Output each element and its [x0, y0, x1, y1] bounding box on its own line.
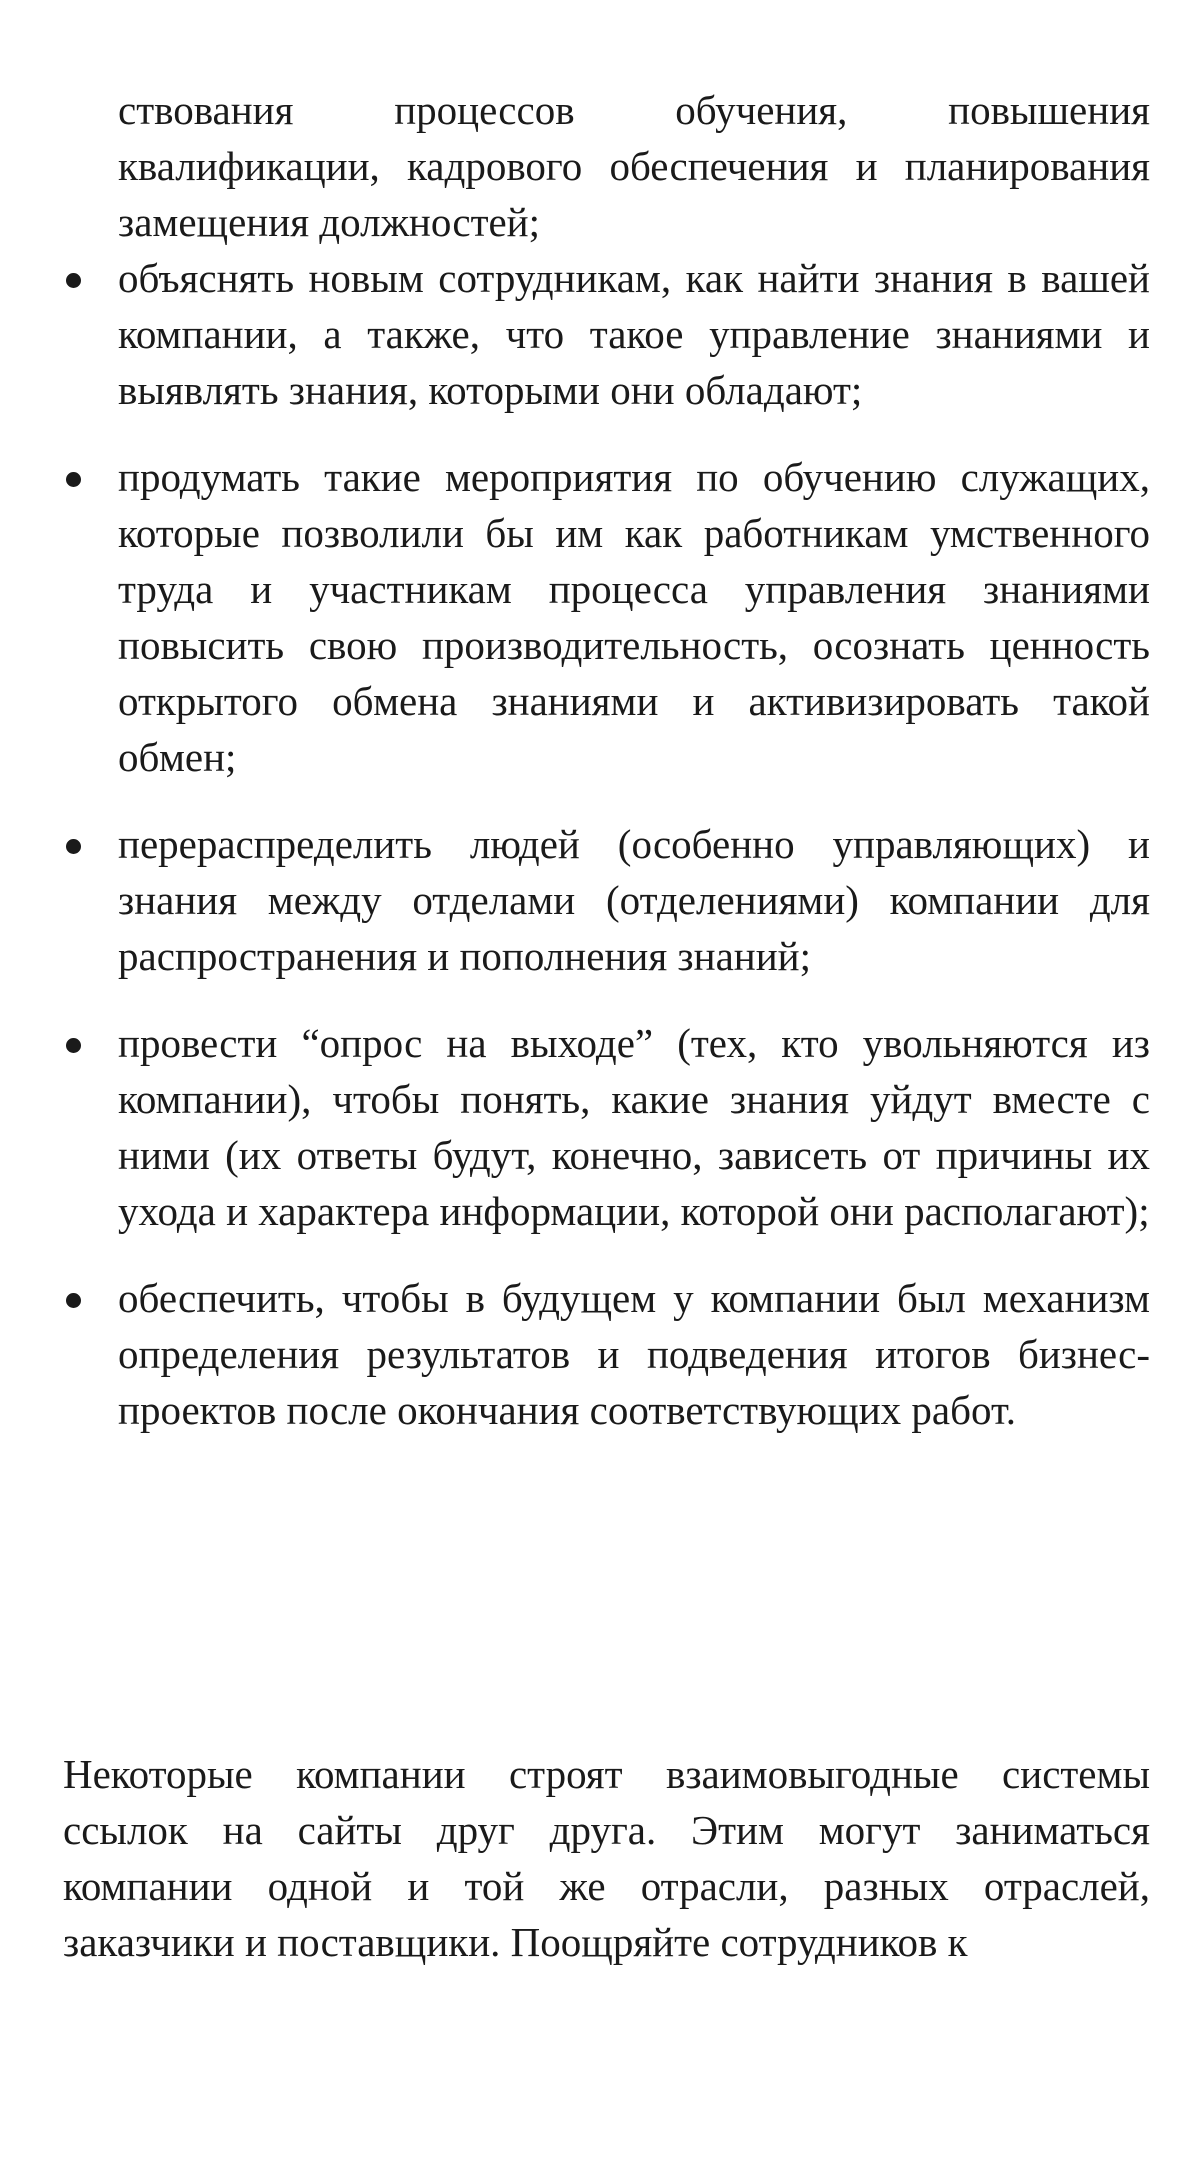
list-item	[0, 1015, 1200, 1239]
list-item-text: провести “опрос на выходе” (тех, кто увольняются из компании), чтобы понять, какие знания уйдут вместе с ними (их ответы будут, конечно, зависеть от причины их ухода и характера информации, которой они располагают);	[118, 1020, 1150, 1234]
bullet-icon	[66, 1293, 81, 1308]
bullet-icon	[66, 1038, 81, 1053]
list-item-text: продумать такие мероприятия по обучению служащих, которые позволили бы им как работникам умственного труда и участникам процесса управления знаниями повысить свою производительность, осознать ценность открытого обмена знаниями и активизировать такой обмен;	[118, 454, 1150, 780]
bullet-icon	[66, 839, 81, 854]
list-item	[0, 816, 1200, 984]
list-item	[0, 449, 1200, 785]
bullet-icon	[66, 273, 81, 288]
closing-paragraph: Некоторые компании строят взаимовыгодные системы ссылок на сайты друг друга. Этим могут заниматься компании одной и той же отрасли, разных отраслей, заказчики и поставщики. Поощряйте сотрудников к	[63, 1751, 1150, 1965]
list-item-text: объяснять новым сотрудникам, как найти знания в вашей компании, а также, что такое управление знаниями и выявлять знания, которыми они обладают;	[118, 255, 1150, 413]
list-item-text: перераспределить людей (особенно управляющих) и знания между отделами (отделениями) компании для распространения и пополнения знаний;	[118, 821, 1150, 979]
bullet-icon	[66, 472, 81, 487]
bullet-list	[0, 250, 1200, 1469]
continuation-paragraph: ствования процессов обучения, повышения квалификации, кадрового обеспечения и планирования замещения должностей;	[118, 87, 1150, 245]
list-item	[0, 1270, 1200, 1438]
list-item-text: обеспечить, чтобы в будущем у компании был механизм определения результатов и подведения итогов бизнес-проектов после окончания соответствующих работ.	[118, 1275, 1150, 1433]
list-item	[0, 250, 1200, 418]
